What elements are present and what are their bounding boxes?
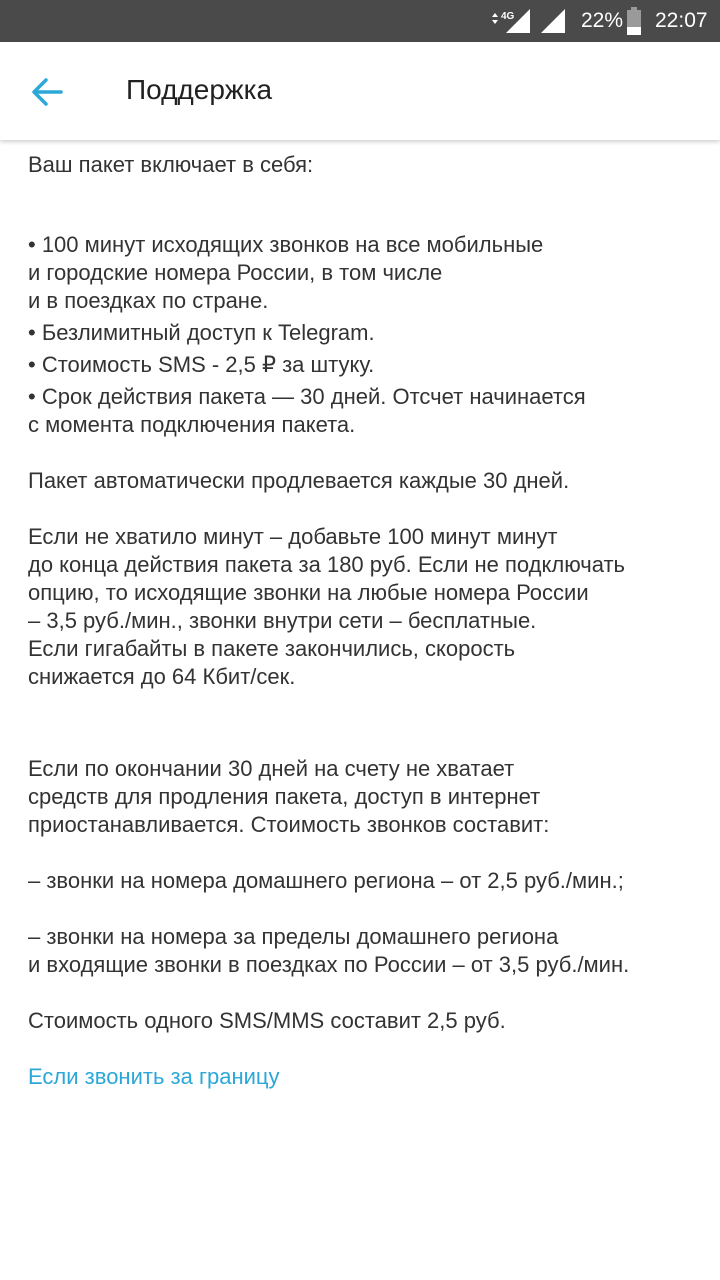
battery-percent: 22% [581,9,624,32]
insufficient-funds-line-3: приостанавливается. Стоимость звонков составит: [28,812,550,837]
status-bar [0,0,720,42]
bullet-minutes-line-1: • 100 минут исходящих звонков на все мобильные [28,232,544,257]
calls-abroad-link[interactable]: Если звонить за границу [28,1064,280,1089]
extra-minutes-line-6: снижается до 64 Кбит/сек. [28,664,296,689]
signal-icon [540,0,570,42]
support-content [28,151,708,1091]
network-4g-icon [490,0,532,42]
extra-minutes-line-4: – 3,5 руб./мин., звонки внутри сети – бесплатные. [28,608,537,633]
app-bar [0,42,720,140]
insufficient-funds-line-2: средств для продления пакета, доступ в интернет [28,784,541,809]
outside-region-calls-line-2: и входящие звонки в поездках по России – от 3,5 руб./мин. [28,952,630,977]
page-title: Поддержка [126,74,273,105]
bullet-validity-line-2: с момента подключения пакета. [28,412,356,437]
extra-minutes-line-3: опцию, то исходящие звонки на любые номера России [28,580,589,605]
bullet-telegram: • Безлимитный доступ к Telegram. [28,320,375,345]
renewal-text: Пакет автоматически продлевается каждые 30 дней. [28,468,570,493]
clock: 22:07 [655,9,708,32]
battery-icon [626,0,642,42]
intro-text: Ваш пакет включает в себя: [28,152,314,177]
insufficient-funds-line-1: Если по окончании 30 дней на счету не хватает [28,756,515,781]
sms-mms-cost: Стоимость одного SMS/MMS составит 2,5 руб. [28,1008,506,1033]
bullet-sms-cost: • Стоимость SMS - 2,5 ₽ за штуку. [28,352,375,377]
network-type-label: 4G [501,11,515,22]
home-region-calls: – звонки на номера домашнего региона – от 2,5 руб./мин.; [28,868,624,893]
bullet-minutes-line-2: и городские номера России, в том числе [28,260,443,285]
extra-minutes-line-2: до конца действия пакета за 180 руб. Если не подключать [28,552,625,577]
bullet-minutes-line-3: и в поездках по стране. [28,288,269,313]
extra-minutes-line-5: Если гигабайты в пакете закончились, скорость [28,636,516,661]
back-button[interactable] [20,66,76,118]
outside-region-calls-line-1: – звонки на номера за пределы домашнего региона [28,924,559,949]
arrow-left-icon [31,77,65,107]
extra-minutes-line-1: Если не хватило минут – добавьте 100 минут минут [28,524,558,549]
bullet-validity-line-1: • Срок действия пакета — 30 дней. Отсчет начинается [28,384,586,409]
